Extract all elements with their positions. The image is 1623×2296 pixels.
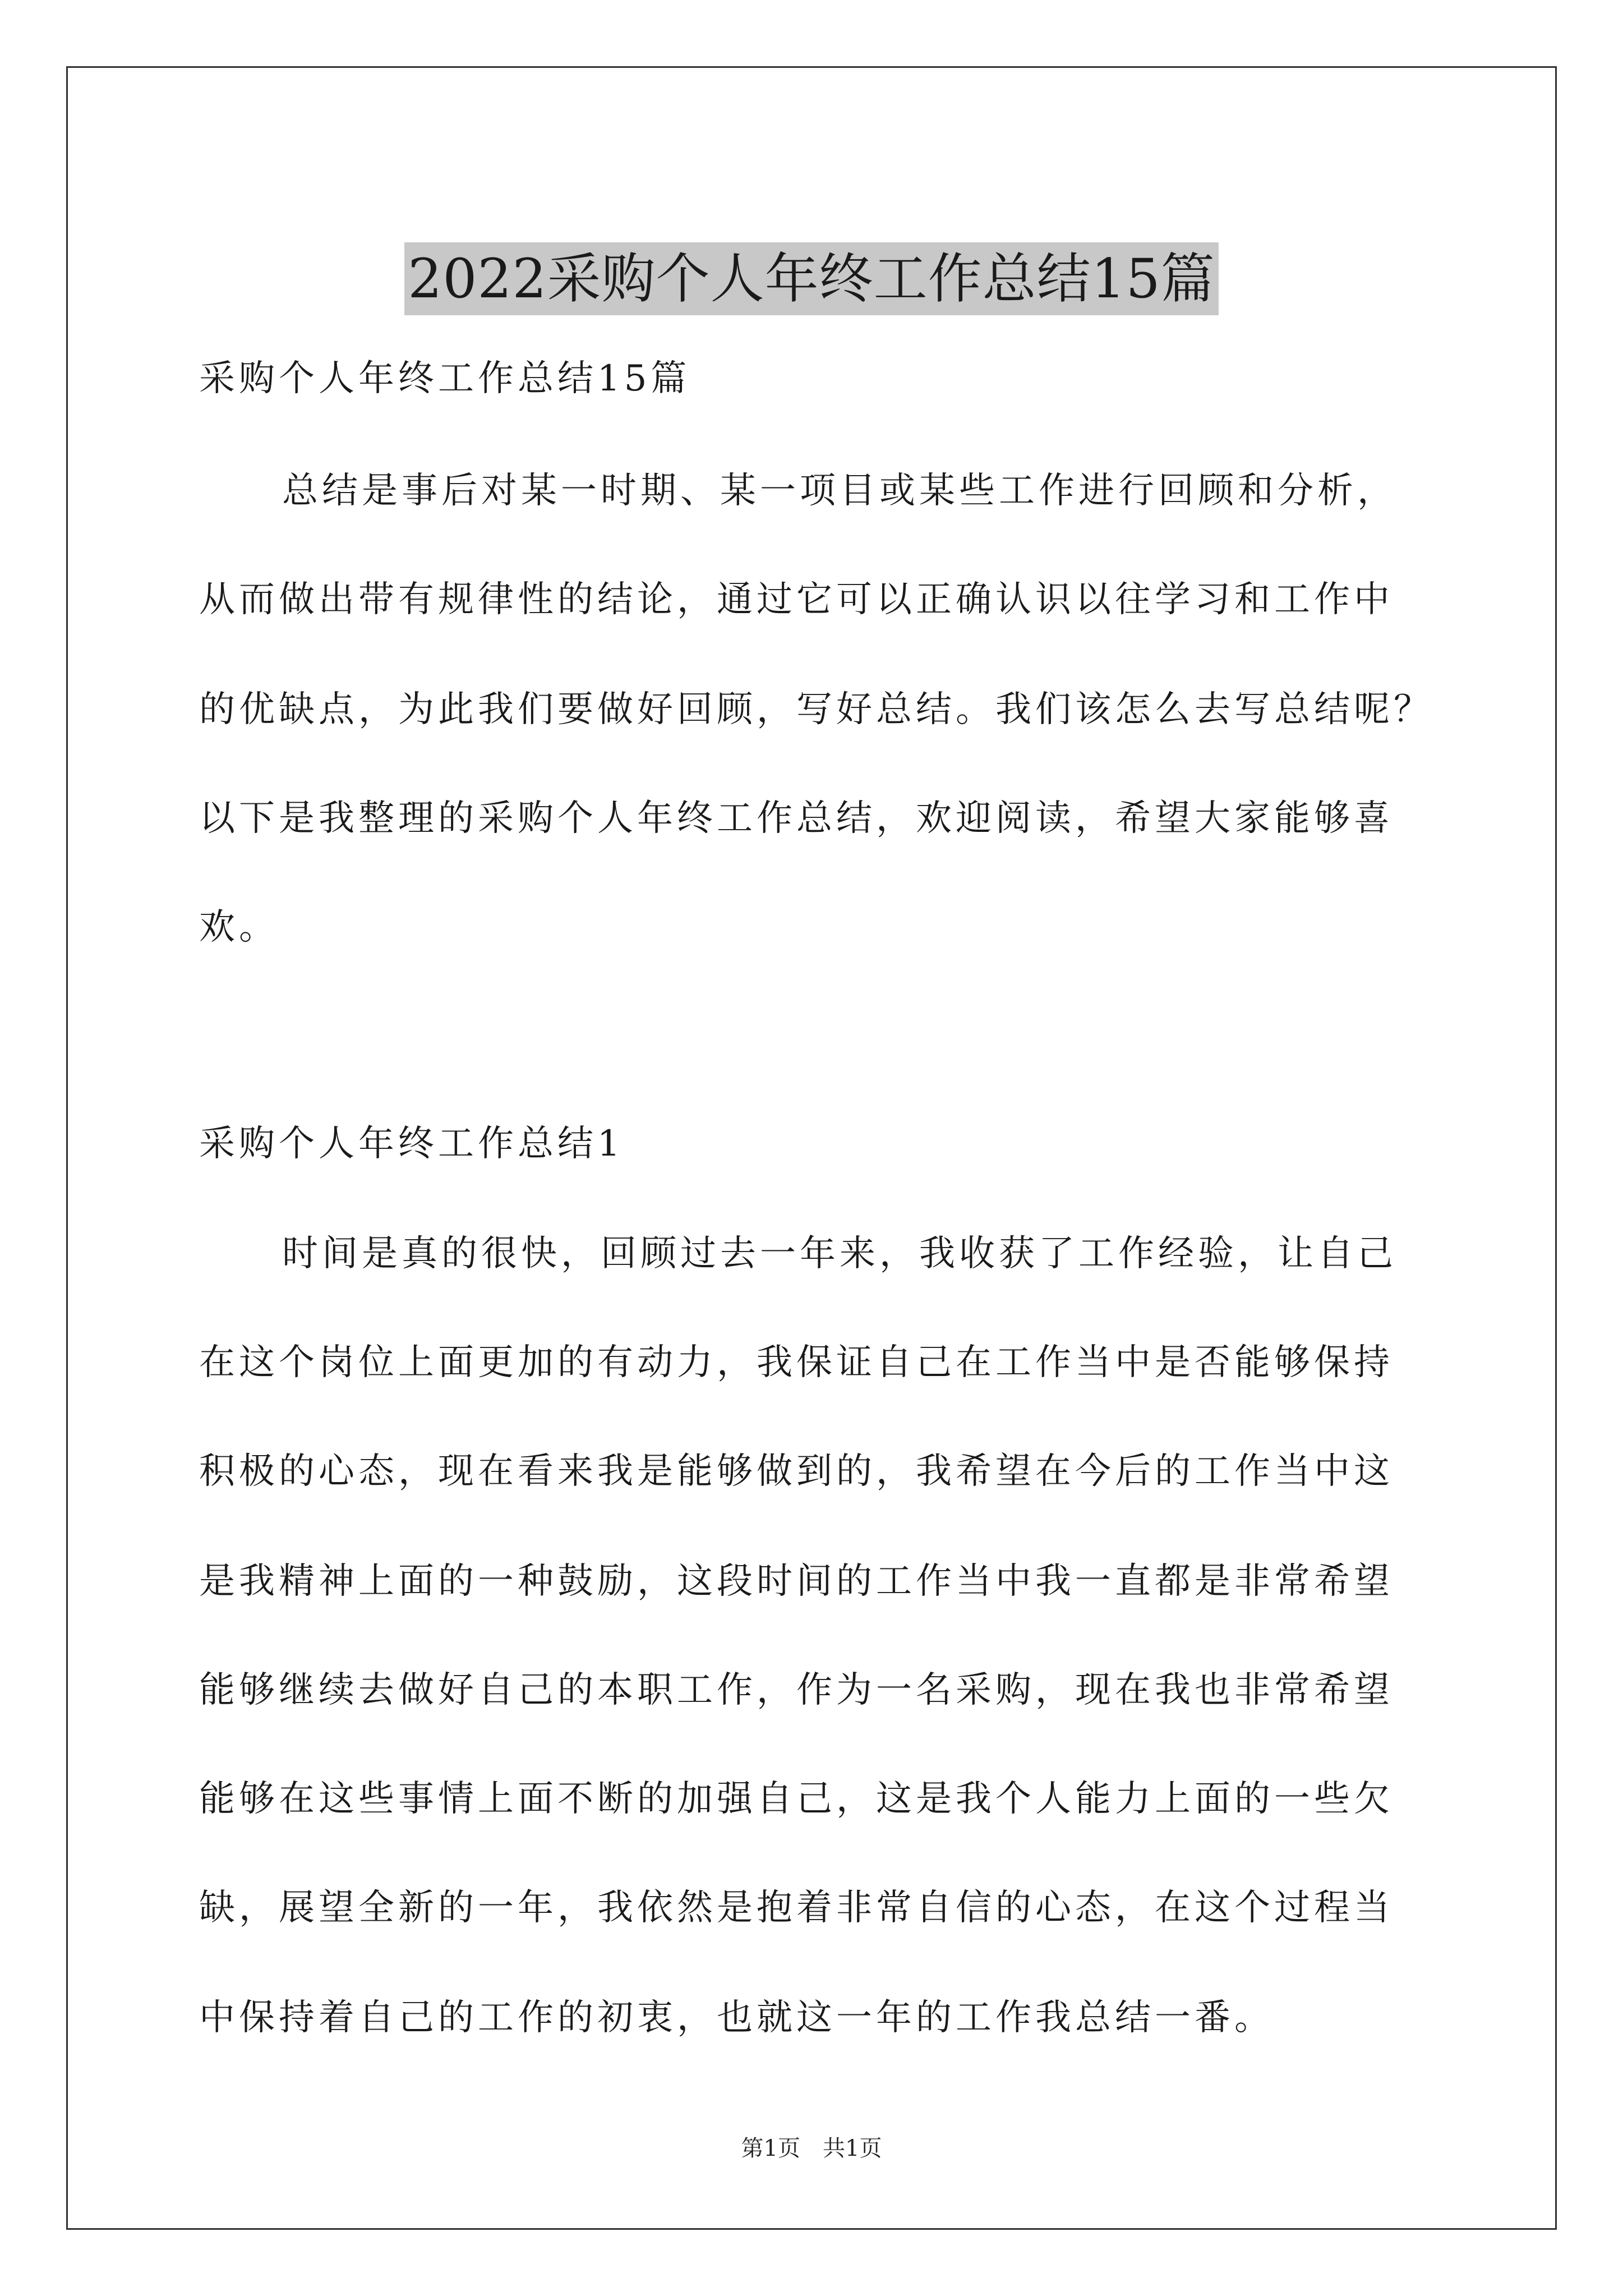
paragraph-line: 缺，展望全新的一年，我依然是抱着非常自信的心态，在这个过程当 xyxy=(199,1887,1394,1929)
paragraph-line: 以下是我整理的采购个人年终工作总结，欢迎阅读，希望大家能够喜 xyxy=(199,798,1394,839)
paragraph-line: 时间是真的很快，回顾过去一年来，我收获了工作经验，让自己 xyxy=(282,1233,1397,1274)
document-title: 2022采购个人年终工作总结15篇 xyxy=(404,242,1218,315)
page-footer xyxy=(0,2132,1623,2165)
paragraph-line: 欢。 xyxy=(199,907,279,948)
paragraph-line: 的优缺点，为此我们要做好回顾，写好总结。我们该怎么去写总结呢？ xyxy=(199,689,1433,730)
paragraph-line: 能够在这些事情上面不断的加强自己，这是我个人能力上面的一些欠 xyxy=(199,1778,1394,1820)
paragraph-line: 总结是事后对某一时期、某一项目或某些工作进行回顾和分析， xyxy=(282,470,1397,512)
section-heading: 采购个人年终工作总结1 xyxy=(199,1123,624,1165)
paragraph-line: 积极的心态，现在看来我是能够做到的，我希望在今后的工作当中这 xyxy=(199,1451,1394,1492)
page-number-total: 共1页 xyxy=(823,2136,882,2161)
paragraph-line: 中保持着自己的工作的初衷，也就这一年的工作我总结一番。 xyxy=(199,1997,1274,2039)
paragraph-line: 能够继续去做好自己的本职工作，作为一名采购，现在我也非常希望 xyxy=(199,1669,1394,1711)
page-number-current: 第1页 xyxy=(741,2136,800,2161)
paragraph-line: 在这个岗位上面更加的有动力，我保证自己在工作当中是否能够保持 xyxy=(199,1342,1394,1383)
paragraph-line: 从而做出带有规律性的结论，通过它可以正确认识以往学习和工作中 xyxy=(199,579,1394,620)
paragraph-line: 是我精神上面的一种鼓励，这段时间的工作当中我一直都是非常希望 xyxy=(199,1561,1394,1602)
subtitle: 采购个人年终工作总结15篇 xyxy=(199,358,691,399)
title-container xyxy=(0,206,1623,352)
